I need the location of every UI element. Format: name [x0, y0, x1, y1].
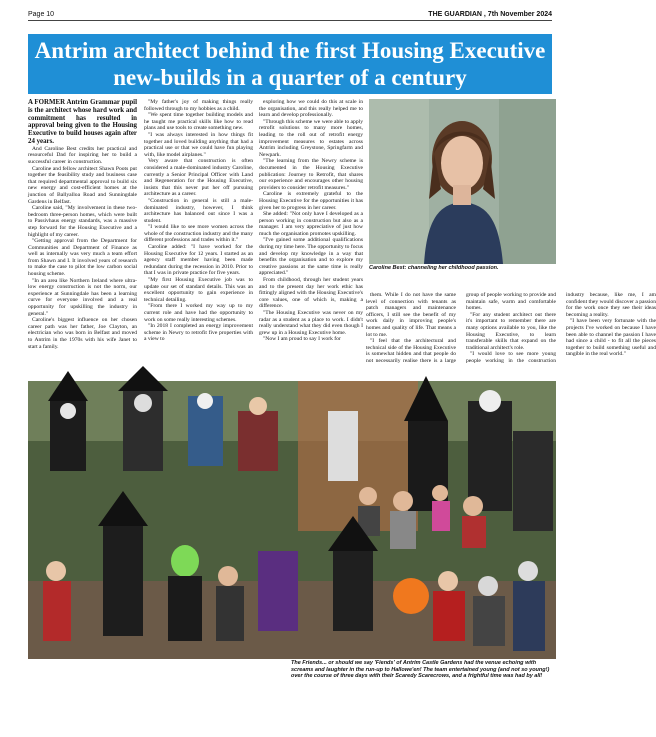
- article-paragraph: "My father's joy of making things really followed through to my hobbies as a child.: [144, 99, 253, 112]
- article-column-2: [144, 99, 253, 365]
- article-paragraph: "The Housing Executive was never on my radar as a student as a place to work. I didn't really understand what they did even though I grew up in a Housing Executive home.: [259, 310, 363, 336]
- article-column-4: [366, 292, 656, 369]
- group-photo-caption: The Friends... or should we say 'Fiends' of Antrim Castle Gardens had the venue echoing with screams and laughter in the run-up to Hallowe'en! The team entertained young (and not so young!) over the course of three days with their Scaredy Scarecrows, and a frightful time was had by all!: [291, 660, 550, 679]
- article-paragraph: "In an area like Northern Ireland where ultra-low energy construction is not the norm, our experience at Sunningdale has been a learning curve for everyone involved and a real opportunity for upskilling the industry in general.": [28, 277, 137, 317]
- article-paragraph: And Caroline Best credits her practical and resourceful Dad for inspiring her to build a successful career in construction.: [28, 145, 137, 165]
- article-paragraph: "Through this scheme we were able to apply retrofit solutions to many more homes, leading to the roll out of retrofit energy improvement measures to estates across Antrim including Greystone, Springfarm and Newpark.: [259, 118, 363, 158]
- article-paragraph: "I feel that the architectural and technical side of the Housing Executive is somewhat hidden and that people do not necessarily realise there is a large group of people working to provide and maintain safe, warm and comfortable homes.: [366, 292, 556, 364]
- article-paragraph: She added: "Not only have I developed as a person working in construction but also as a manager. I am very appreciative of just how much the organisation promotes upskilling.: [259, 211, 363, 237]
- article-paragraph: "In 2018 I completed an energy improvement scheme in Newry to retrofit five properties with a view to: [144, 323, 253, 343]
- article-paragraph: "Getting approval from the Department for Communities and Department of Finance as well as internally was very much a team effort from Shawn and I. It involved years of research to make the case to pilot the low carbon social housing scheme.: [28, 238, 137, 278]
- page-number: Page 10: [28, 10, 55, 18]
- article-lead: A FORMER Antrim Grammar pupil is the architect whose hard work and commitment has resulted in approval being given to the Housing Executive to build houses again after 24 years.: [28, 99, 137, 145]
- article-paragraph: them. While I do not have the same level of connection with tenants as patch managers and maintenance officers, I still see the benefit of my work daily in improving people's homes and quality of life. That means a lot to me.: [366, 292, 456, 338]
- article-paragraph: "I was always interested in how things fit together and loved building anything that had a practical use or that we could have fun playing with, like model airplanes.": [144, 131, 253, 158]
- article-paragraph: "My first Housing Executive job was to update our set of standard details. This was an excellent opportunity to gain experience in technical detailing.: [144, 277, 253, 303]
- article-paragraph: "We spent time together building models and he taught me practical skills like how to read plans and use tools to create something new.: [144, 112, 253, 132]
- article-column-1: [28, 99, 137, 365]
- halloween-group-photo: [28, 381, 556, 659]
- article-paragraph: Caroline is extremely grateful to the Housing Executive for the opportunities it has given her to progress in her career.: [259, 191, 363, 211]
- headline-banner: [28, 34, 552, 94]
- portrait-illustration: [369, 99, 556, 264]
- page-header: [28, 8, 552, 21]
- article-paragraph: Caroline's biggest influence on her chosen career path was her father, Joe Clayton, an electrician who was born in Belfast and moved to Antrim in the 1970s with his wife Janet to start a family.: [28, 317, 137, 350]
- article-paragraph: "From there I worked my way up to my current role and have had the opportunity to work on some really interesting schemes.: [144, 303, 253, 323]
- article-paragraph: "I would like to see more women across the whole of the construction industry and the many different professions and trades within it.": [144, 224, 253, 244]
- article-column-3: [259, 99, 363, 365]
- article-paragraph: From childhood, through her student years and to the present day her work ethic has fittingly aligned with the Housing Executive's core values, one of which is, making a difference.: [259, 277, 363, 310]
- article-paragraph: "Now I am proud to say I work for: [263, 336, 341, 343]
- article-paragraph: Caroline added: "I have worked for the Housing Executive for 12 years. I started as an agency staff member having been made redundant during the recession in 2010. Prior to that I was in private practice for five years.: [144, 244, 253, 277]
- article-paragraph: "Construction in general is still a male-dominated industry, however, I think architecture has balanced out since I was a student.: [144, 197, 253, 224]
- portrait-photo: [369, 99, 556, 264]
- article-paragraph: exploring how we could do this at scale in the organisation, and this really helped me to learn and develop professionally.: [259, 99, 363, 119]
- masthead: THE GUARDIAN , 7th November 2024: [428, 10, 552, 18]
- group-photo-illustration: [28, 381, 556, 659]
- article-paragraph: Caroline said, "My involvement in these two-bedroom three-person homes, which were built to Passivhaus energy standards, was a massive step forward for the Housing Executive and a highlight of my career.: [28, 205, 137, 238]
- article-paragraph: Caroline and fellow architect Shawn Poots put together the feasibility study and business case that required departmental approval to build six new energy and cost-efficient homes at the junction of Ballyalloa Road and Sunningdale Gardens in Belfast.: [28, 165, 137, 205]
- article-paragraph: "I would love to see more young people working in the construction industry because, like me, I am confident they would discover a passion for the work once they see their ideas becoming a reality.: [466, 292, 656, 364]
- article-paragraph: "The learning from the Newry scheme is documented in the Housing Executive publication: Journey to Retrofit, that shares our experience and encourages other housing providers to consider retrofit measures.": [259, 158, 363, 191]
- article-paragraph: "For any student architect out there it's important to remember there are many options available to you, like the Housing Executive, to learn transferable skills that expand on the traditional architect's role.: [466, 311, 556, 351]
- article-paragraph: Very aware that construction is often considered a male-dominated industry Caroline, currently a Senior Principal Officer with Land and Regeneration for the Housing Executive, insists that this never put her off pursuing architecture as a career.: [144, 158, 253, 198]
- article-paragraph: "I have been very fortunate with the projects I've worked on because I have been able to channel the passion I have had since a child - to fit all the pieces together to build something useful and tangible in the real world.": [566, 318, 656, 358]
- headline-text: Antrim architect behind the first Housing Executive new-builds in a quarter of a century: [34, 38, 546, 90]
- portrait-caption: Caroline Best: channeling her childhood passion.: [369, 265, 499, 271]
- article-paragraph: "I've gained some additional qualifications during my time here. The opportunity to focus and develop my knowledge in a way that benefits the organisation and to explore my creative passions at the same time is really appreciated.": [259, 237, 363, 277]
